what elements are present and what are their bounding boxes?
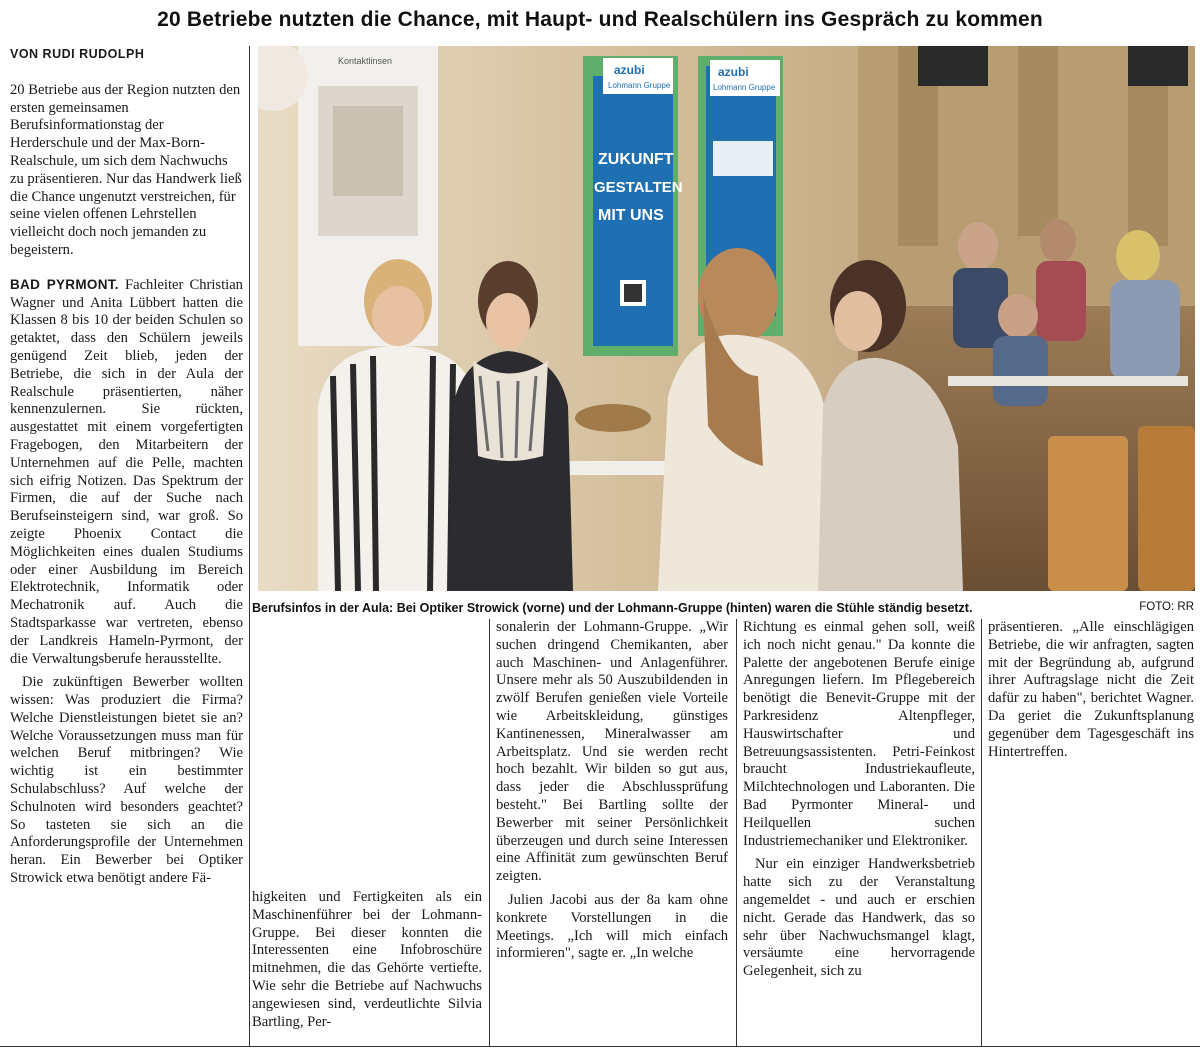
article-column-3: [496, 619, 728, 963]
dateline: BAD PYRMONT.: [10, 276, 119, 292]
article-photo: [258, 46, 1195, 591]
article-column-5: [988, 619, 1194, 761]
column-4-paragraph-2: Nur ein einziger Handwerksbetrieb hatte sich zu der Veranstaltung angemeldet - und auch er erschien nicht. Gerade das Handwerk, das so sehr über Nachwuchsmangel klagt, versäumte eine hervorragende Gelegenheit, sich zu: [743, 856, 975, 980]
column-rule-1: [249, 46, 250, 1046]
caption-text: Berufsinfos in der Aula: Bei Optiker Strowick (vorne) und der Lohmann-Gruppe (hinten) waren die Stühle ständig besetzt.: [252, 601, 973, 615]
photo-scene: [258, 46, 1195, 591]
bottom-rule: [0, 1046, 1200, 1047]
photo-caption: [252, 601, 1194, 615]
banner-brand-2: azubi: [718, 65, 749, 79]
column-2-text: higkeiten und Fertigkeiten als ein Maschinenführer bei der Lohmann-Gruppe. Bei dieser konnten die Interessenten eine Infobroschüre mitnehmen, die das Gehörte vertiefte. Wie sehr die Betriebe auf Nachwuchs angewiesen sind, verdeutlichte Silvia Bartling, Per-: [252, 889, 482, 1030]
column-3-text: sonalerin der Lohmann-Gruppe. „Wir suchen dringend Chemikanten, aber auch Maschinen- und Anlagenführer. Unsere mehr als 50 Auszubildenden in zwölf Berufen genießen viele Vorteile wie Arbeitskleidung, günstiges Kantinenessen, Mineralwasser am Arbeitsplatz. Und sie werden recht hoch bezahlt. Wir bilden so gut aus, dass jeder die Abschlussprüfung besteht." Bei Bartling sollte der Bewerber mit seiner Persönlichkeit überzeugen und durch seine Interessen eine Affinität zum gewünschten Beruf zeigten.: [496, 619, 728, 885]
article-paragraph-1: [10, 276, 243, 669]
banner-brand-1: azubi: [614, 63, 645, 77]
banner-slogan-2: GESTALTEN: [594, 179, 683, 196]
article-lead: 20 Betriebe aus der Region nutzten den ersten gemeinsamen Berufsinformationstag der Herderschule und der Max-Born-Realschule, um sich dem Nachwuchs zu präsentieren. Nur das Handwerk ließ die Chance ungenutzt verstreichen, für seine vielen offenen Lehrstellen vielleicht doch noch jemanden zu begeistern.: [10, 81, 242, 258]
banner-slogan-1: ZUKUNFT: [598, 151, 674, 168]
column-rule-4: [981, 619, 982, 1046]
banner-brand-2b: Lohmann Gruppe: [713, 83, 776, 92]
banner-brand-1b: Lohmann Gruppe: [608, 81, 671, 90]
article-paragraph-2: Die zukünftigen Bewerber wollten wissen: Was produziert die Firma? Welche Dienstleistungen bietet sie an? Welche Voraussetzungen muss man für welchen Beruf mitbringen? Wie wichtig ist ein bestimmter Schulabschluss? Auf welche der Schulnoten wird besonders geachtet? So tasteten sie sich an die Anforderungsprofile der Unternehmen heran. Ein Bewerber bei Optiker Strowick etwa benötigt andere Fä-: [10, 674, 243, 887]
photo-credit: FOTO: RR: [1139, 601, 1194, 613]
article-headline: 20 Betriebe nutzten die Chance, mit Haupt- und Realschülern ins Gespräch zu kommen: [157, 8, 1043, 31]
paragraph-1-text: Fachleiter Christian Wagner und Anita Lübbert hatten die Klassen 8 bis 10 der beiden Schulen so getaktet, dass den Schülern jeweils genügend Zeit blieb, jeden der Betriebe, die sich in der Aula der Realschule präsentierten, näher kennenzulernen. Sie rückten, ausgestattet mit einem vorgefertigten Fragebogen, den Mitarbeitern der Unternehmen auf die Pelle, machten sich eifrig Notizen. Das Spektrum der Firmen, die auf der Suche nach Berufseinsteigern sind, war groß. So zeigte Phoenix Contact die Möglichkeiten eines dualen Studiums oder einer Ausbildung im Bereich Elektrotechnik, Informatik oder Mechatronik auf. Auch die Stadtsparkasse war vertreten, ebenso der Landkreis Hameln-Pyrmont, der die Verwaltungsberufe herausstellte.: [10, 276, 243, 667]
banner-slogan-3: MIT UNS: [598, 207, 664, 224]
article-column-4: [743, 619, 975, 981]
article-column-2: [252, 889, 482, 1031]
byline: VON RUDI RUDOLPH: [10, 47, 145, 61]
column-5-text: präsentieren. „Alle einschlägigen Betriebe, die wir anfragten, sagten mit der Begründung ab, aufgrund ihrer Auftragslage nicht die Zeit dafür zu haben", berichtet Wagner. Da geriet die Zukunftsplanung gegenüber dem Tagesgeschäft ins Hintertreffen.: [988, 619, 1194, 760]
banner-small-text: Kontaktlinsen: [338, 56, 393, 66]
article-column-1: [10, 46, 243, 888]
column-rule-3: [736, 619, 737, 1046]
column-4-text: Richtung es einmal gehen soll, weiß ich noch nicht genau." Da konnte die Palette der angebotenen Berufe einige Anregungen liefern. Im Pflegebereich benötigt die Benevit-Gruppe mit der Parkresidenz Altenpfleger, Hauswirtschafter und Betreuungsassistenten. Petri-Feinkost braucht Industriekaufleute, Milchtechnologen und Laboranten. Die Bad Pyrmonter Mineral- und Heilquellen suchen Industriemechaniker und Elektroniker.: [743, 619, 975, 849]
column-3-paragraph-2: Julien Jacobi aus der 8a kam ohne konkrete Vorstellungen in die Meetings. „Ich will mich einfach informieren", sagte er. „In welche: [496, 891, 728, 962]
column-rule-2: [489, 619, 490, 1046]
